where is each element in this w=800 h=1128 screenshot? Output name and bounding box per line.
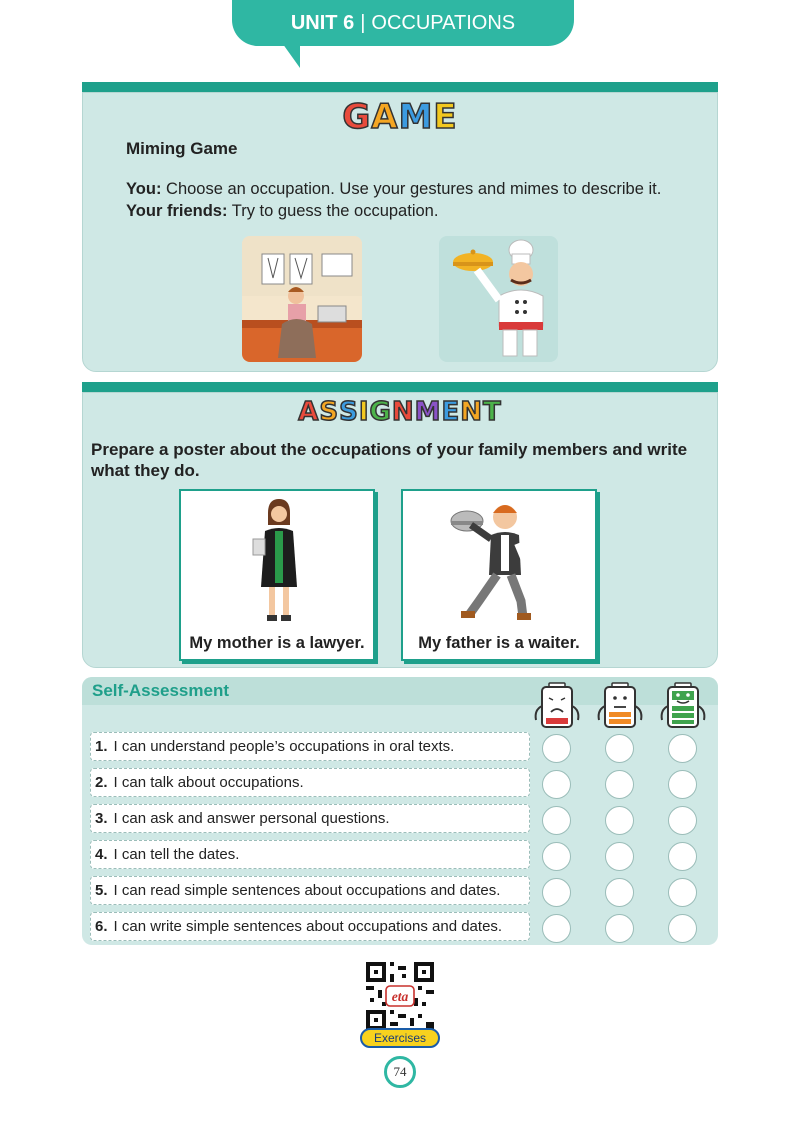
item-number: 2. xyxy=(95,774,108,791)
full-battery-happy-icon xyxy=(656,682,710,730)
item-number: 4. xyxy=(95,846,108,863)
assignment-instruction: Prepare a poster about the occupations of your family members and write what they do. xyxy=(91,440,688,480)
self-assessment-title: Self-Assessment xyxy=(92,681,230,700)
father-caption: My father is a waiter. xyxy=(418,634,580,652)
item-number: 6. xyxy=(95,918,108,935)
unit-header xyxy=(232,0,574,46)
rating-low-circle[interactable] xyxy=(542,734,571,763)
game-bar xyxy=(82,82,718,92)
assessment-item xyxy=(90,876,530,905)
item-text: I can ask and answer personal questions. xyxy=(113,810,390,827)
you-label: You: xyxy=(126,180,162,198)
rating-mid-circle[interactable] xyxy=(605,770,634,799)
assignment-wordart: ASSIGNMENT xyxy=(298,397,502,427)
game-panel xyxy=(82,92,718,372)
item-text: I can tell the dates. xyxy=(113,846,240,863)
item-text: I can understand people’s occupations in oral texts. xyxy=(113,738,455,755)
tailor-illustration xyxy=(242,236,362,362)
game-title: Miming Game xyxy=(126,139,238,158)
friends-text: Try to guess the occupation. xyxy=(231,202,439,220)
mother-caption: My mother is a lawyer. xyxy=(189,634,365,652)
rating-mid-circle[interactable] xyxy=(605,842,634,871)
chef-illustration xyxy=(439,236,558,362)
rating-low-circle[interactable] xyxy=(542,806,571,835)
rating-low-circle[interactable] xyxy=(542,770,571,799)
lawyer-illustration xyxy=(249,499,309,623)
game-wordart: GAME xyxy=(342,97,458,137)
assessment-item xyxy=(90,912,530,941)
game-you-line xyxy=(126,180,661,199)
friends-label: Your friends: xyxy=(126,202,228,220)
mother-card xyxy=(179,489,375,661)
page-number: 74 xyxy=(384,1056,416,1088)
rating-high-circle[interactable] xyxy=(668,806,697,835)
assignment-bar xyxy=(82,382,718,392)
unit-number: UNIT 6 xyxy=(290,11,355,34)
rating-high-circle[interactable] xyxy=(668,770,697,799)
unit-separator: | xyxy=(360,11,366,34)
item-text: I can read simple sentences about occupations and dates. xyxy=(113,882,501,899)
rating-mid-circle[interactable] xyxy=(605,806,634,835)
low-battery-sad-icon xyxy=(530,682,584,730)
rating-mid-circle[interactable] xyxy=(605,878,634,907)
rating-mid-circle[interactable] xyxy=(605,914,634,943)
item-number: 5. xyxy=(95,882,108,899)
waiter-illustration xyxy=(447,499,557,623)
qr-code[interactable] xyxy=(366,962,434,1030)
item-text: I can write simple sentences about occupations and dates. xyxy=(113,918,503,935)
item-number: 1. xyxy=(95,738,108,755)
rating-high-circle[interactable] xyxy=(668,878,697,907)
assessment-item xyxy=(90,804,530,833)
assignment-panel xyxy=(82,392,718,668)
item-number: 3. xyxy=(95,810,108,827)
rating-mid-circle[interactable] xyxy=(605,734,634,763)
game-friends-line xyxy=(126,202,438,221)
header-tail xyxy=(280,40,300,68)
qr-logo-text: eta xyxy=(391,989,409,1005)
rating-high-circle[interactable] xyxy=(668,914,697,943)
mid-battery-neutral-icon xyxy=(593,682,647,730)
assessment-item xyxy=(90,840,530,869)
rating-high-circle[interactable] xyxy=(668,734,697,763)
item-text: I can talk about occupations. xyxy=(113,774,304,791)
rating-low-circle[interactable] xyxy=(542,878,571,907)
father-card xyxy=(401,489,597,661)
assessment-item xyxy=(90,732,530,761)
unit-topic: OCCUPATIONS xyxy=(371,11,516,34)
you-text: Choose an occupation. Use your gestures and mimes to describe it. xyxy=(166,180,662,198)
rating-high-circle[interactable] xyxy=(668,842,697,871)
rating-low-circle[interactable] xyxy=(542,842,571,871)
rating-low-circle[interactable] xyxy=(542,914,571,943)
exercises-badge[interactable]: Exercises xyxy=(360,1028,440,1048)
assessment-item xyxy=(90,768,530,797)
